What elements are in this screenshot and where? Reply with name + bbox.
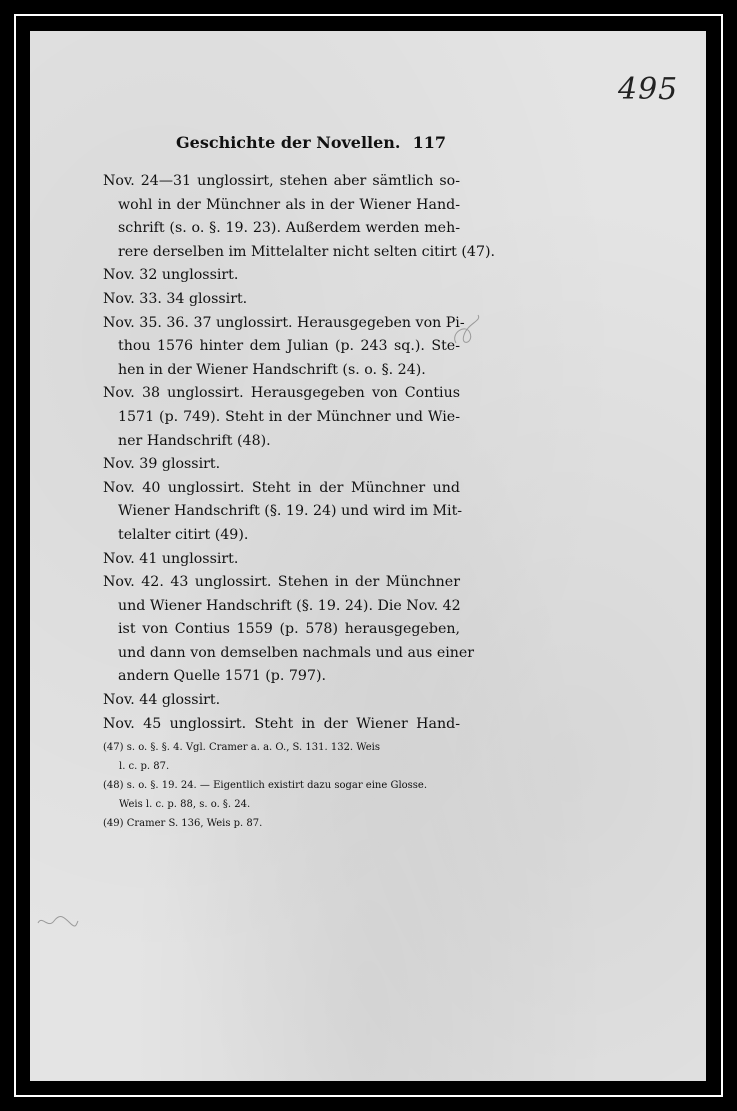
text-line: Nov. 41 unglossirt. [103,550,239,567]
text-line: andern Quelle 1571 (p. 797). [118,668,327,685]
page-number: 117 [412,133,446,152]
text-line: Nov. 33. 34 glossirt. [103,290,248,307]
text-line: Nov. 24—31 unglossirt, stehen aber sämtlich so- [103,173,460,189]
footnote-line: l. c. p. 87. [119,761,170,772]
page-title: Geschichte der Novellen. [176,133,401,152]
text-line: schrift (s. o. §. 19. 23). Außerdem werden meh- [118,220,460,237]
footnote-line: Weis l. c. p. 88, s. o. §. 24. [119,799,251,810]
text-line: telalter citirt (49). [118,526,249,543]
footnote-line: (48) s. o. §. 19. 24. — Eigentlich existirt dazu sogar eine Glosse. [103,780,428,791]
footnote-line: (47) s. o. §. §. 4. Vgl. Cramer a. a. O., S. 131. 132. Weis [103,742,381,753]
text-line: Nov. 44 glossirt. [103,692,221,709]
text-line: ist von Contius 1559 (p. 578) herausgegeben, [118,621,460,638]
text-line: Nov. 42. 43 unglossirt. Stehen in der Münchner [103,574,460,591]
body-text [103,170,496,736]
text-line: Nov. 32 unglossirt. [103,267,239,284]
text-line: Nov. 45 unglossirt. Steht in der Wiener Hand- [103,715,460,732]
text-line: Nov. 35. 36. 37 unglossirt. Herausgegeben von Pi- [103,314,465,331]
footnote-line: (49) Cramer S. 136, Weis p. 87. [103,818,263,829]
folio-number: 495 [618,72,679,107]
text-line: thou 1576 hinter dem Julian (p. 243 sq.). Ste- [118,338,460,355]
text-line: wohl in der Münchner als in der Wiener Hand- [118,196,460,213]
text-line: ner Handschrift (48). [118,432,271,449]
text-line: Wiener Handschrift (§. 19. 24) und wird im Mit- [118,503,463,520]
text-line: rere derselben im Mittelalter nicht selten citirt (47). [118,243,496,260]
text-line: Nov. 40 unglossirt. Steht in der Münchner und [103,479,460,496]
margin-scribble-lower [36,913,80,931]
text-line: Nov. 39 glossirt. [103,456,221,473]
text-line: Nov. 38 unglossirt. Herausgegeben von Contius [103,385,460,402]
text-line: und dann von demselben nachmals und aus einer [118,644,475,661]
text-line: und Wiener Handschrift (§. 19. 24). Die Nov. 42 [118,597,461,614]
text-line: hen in der Wiener Handschrift (s. o. §. 24). [118,361,426,378]
footnotes [103,738,460,833]
text-line: 1571 (p. 749). Steht in der Münchner und Wie- [118,408,460,425]
